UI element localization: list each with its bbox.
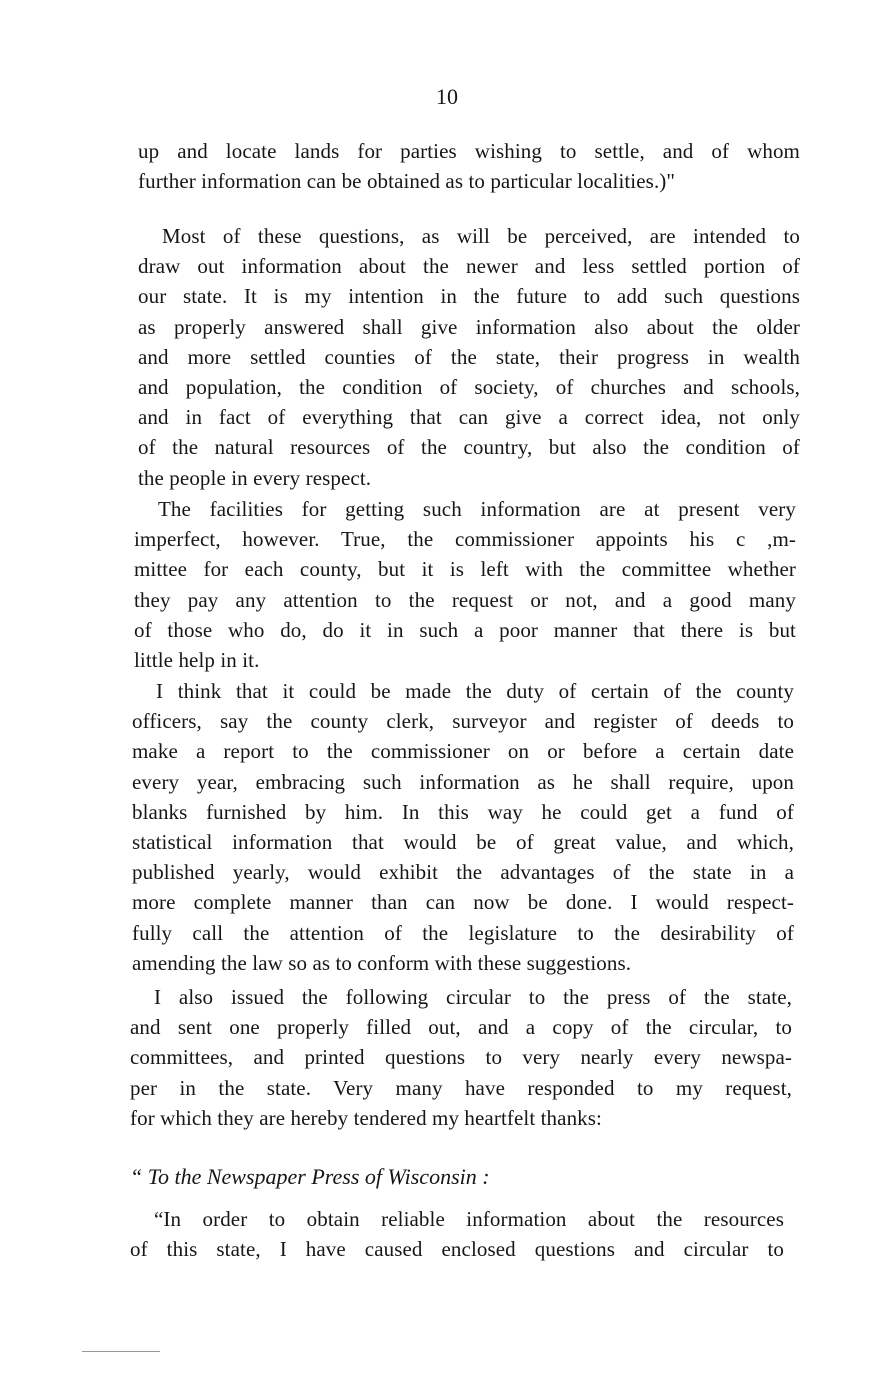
text-line: per in the state. Very many have responded to my request,	[130, 1075, 792, 1100]
text-line: I think that it could be made the duty of certain of the county	[156, 679, 794, 703]
page-number: 10	[436, 84, 458, 109]
paragraph-questions-intent	[138, 221, 800, 493]
text-line: and in fact of everything that can give a correct idea, not only	[138, 405, 800, 430]
text-line: Most of these questions, as will be perceived, are intended to	[162, 224, 800, 248]
text-line: our state. It is my intention in the future to add such questions	[138, 284, 800, 309]
text-line: every year, embracing such information as he shall require, upon	[132, 769, 794, 794]
text-line: committees, and printed questions to very nearly every newspa-	[130, 1045, 792, 1070]
text-line: published yearly, would exhibit the advantages of the state in a	[132, 860, 794, 885]
text-line: little help in it.	[134, 648, 260, 673]
text-line: further information can be obtained as to particular localities.)"	[138, 169, 676, 194]
text-line: and population, the condition of society, of churches and schools,	[138, 375, 800, 400]
text-line: draw out information about the newer and less settled portion of	[138, 254, 800, 279]
text-line: blanks furnished by him. In this way he could get a fund of	[132, 799, 794, 824]
text-line: of this state, I have caused enclosed questions and circular to	[130, 1237, 784, 1262]
text-line: amending the law so as to conform with these suggestions.	[132, 950, 632, 975]
text-line: imperfect, however. True, the commissioner appoints his c ,m-	[134, 527, 796, 552]
text-line: the people in every respect.	[138, 465, 372, 490]
text-line: officers, say the county clerk, surveyor and register of deeds to	[132, 709, 794, 734]
circular-salutation: “ To the Newspaper Press of Wisconsin :	[130, 1164, 490, 1189]
circular-body	[130, 1204, 784, 1264]
text-line: more complete manner than can now be done. I would respect-	[132, 890, 794, 915]
text-line: The facilities for getting such information are at present very	[158, 497, 796, 521]
text-line: as properly answered shall give information also about the older	[138, 314, 800, 339]
text-line: I also issued the following circular to the press of the state,	[154, 985, 792, 1009]
footer-rule	[82, 1351, 160, 1352]
text-line: they pay any attention to the request or not, and a good many	[134, 587, 796, 612]
text-line: of those who do, do it in such a poor manner that there is but	[134, 617, 796, 642]
text-line: fully call the attention of the legislature to the desirability of	[132, 920, 794, 945]
text-line: of the natural resources of the country, but also the condition of	[138, 435, 800, 460]
text-line: “In order to obtain reliable information about the resources	[154, 1207, 784, 1231]
paragraph-circular-issued	[130, 982, 792, 1133]
text-line: statistical information that would be of great value, and which,	[132, 830, 794, 855]
text-line: up and locate lands for parties wishing to settle, and of whom	[138, 139, 800, 163]
text-line: mittee for each county, but it is left with the committee whether	[134, 557, 796, 582]
paragraph-county-officers	[132, 676, 794, 978]
text-line: and sent one properly filled out, and a copy of the circular, to	[130, 1015, 792, 1040]
text-line: make a report to the commissioner on or before a certain date	[132, 739, 794, 764]
text-line: for which they are hereby tendered my heartfelt thanks:	[130, 1105, 602, 1130]
continuation-paragraph	[138, 136, 800, 196]
paragraph-facilities	[134, 494, 796, 675]
text-line: and more settled counties of the state, their progress in wealth	[138, 344, 800, 369]
